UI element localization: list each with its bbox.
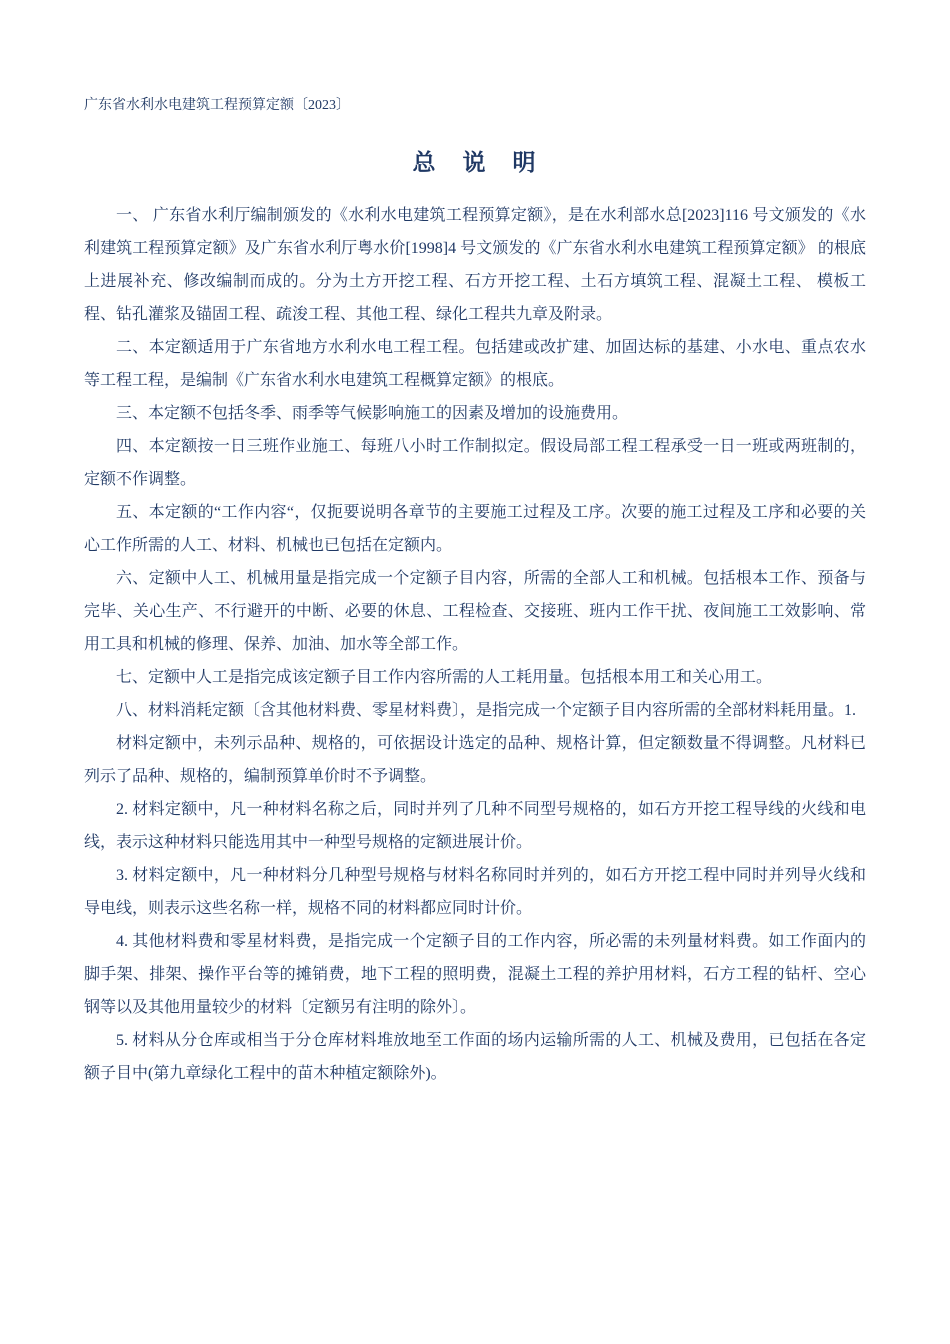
paragraph-10: 2. 材料定额中，凡一种材料名称之后，同时并列了几种不同型号规格的，如石方开挖工程导线的火线和电线，表示这种材料只能选用其中一种型号规格的定额进展计价。 <box>84 800 866 851</box>
paragraph-13: 5. 材料从分仓库或相当于分仓库材料堆放地至工作面的场内运输所需的人工、机械及费用，已包括在各定额子目中(第九章绿化工程中的苗木种植定额除外)。 <box>84 1031 866 1082</box>
document-body <box>84 199 866 1090</box>
paragraph-4: 四、本定额按一日三班作业施工、每班八小时工作制拟定。假设局部工程工程承受一日一班或两班制的，定额不作调整。 <box>84 437 866 488</box>
paragraph-12: 4. 其他材料费和零星材料费，是指完成一个定额子目的工作内容，所必需的未列量材料费。如工作面内的脚手架、排架、操作平台等的摊销费，地下工程的照明费，混凝土工程的养护用材料，石方工程的钻杆、空心钢等以及其他用量较少的材料〔定额另有注明的除外〕。 <box>84 932 866 1016</box>
paragraph-11: 3. 材料定额中，凡一种材料分几种型号规格与材料名称同时并列的，如石方开挖工程中同时并列导火线和导电线，则表示这些名称一样，规格不同的材料都应同时计价。 <box>84 866 866 917</box>
document-header-title: 广东省水利水电建筑工程预算定额〔2023〕 <box>84 98 350 113</box>
paragraph-1: 一、 广东省水利厅编制颁发的《水利水电建筑工程预算定额》，是在水利部水总[2023]116 号文颁发的《水利建筑工程预算定额》及广东省水利厅粤水价[1998]4 号文颁发的《广东省水利水电建筑工程预算定额》 的根底上进展补充、修改编制而成的。分为土方开挖工程、石方开挖工程、土石方填筑工程、混凝土工程、 模板工程、钻孔灌浆及锚固工程、疏浚工程、其他工程、绿化工程共九章及附录。 <box>84 206 866 323</box>
document-title: 总 说 明 <box>412 149 538 175</box>
paragraph-7: 七、定额中人工是指完成该定额子目工作内容所需的人工耗用量。包括根本用工和关心用工。 <box>116 668 773 686</box>
paragraph-8: 八、材料消耗定额〔含其他材料费、零星材料费〕，是指完成一个定额子目内容所需的全部材料耗用量。1. <box>116 701 857 719</box>
paragraph-5: 五、本定额的“工作内容“，仅扼要说明各章节的主要施工过程及工序。次要的施工过程及工序和必要的关心工作所需的人工、材料、机械也已包括在定额内。 <box>84 503 866 554</box>
paragraph-2: 二、本定额适用于广东省地方水利水电工程工程。包括建或改扩建、加固达标的基建、小水电、重点农水等工程工程，是编制《广东省水利水电建筑工程概算定额》的根底。 <box>84 338 866 389</box>
paragraph-9: 材料定额中，未列示品种、规格的，可依据设计选定的品种、规格计算，但定额数量不得调整。凡材料已列示了品种、规格的，编制预算单价时不予调整。 <box>84 734 866 785</box>
paragraph-6: 六、定额中人工、机械用量是指完成一个定额子目内容，所需的全部人工和机械。包括根本工作、预备与完毕、关心生产、不行避开的中断、必要的休息、工程检查、交接班、班内工作干扰、夜间施工工效影响、常用工具和机械的修理、保养、加油、加水等全部工作。 <box>84 569 866 653</box>
paragraph-3: 三、本定额不包括冬季、雨季等气候影响施工的因素及增加的设施费用。 <box>116 404 629 422</box>
